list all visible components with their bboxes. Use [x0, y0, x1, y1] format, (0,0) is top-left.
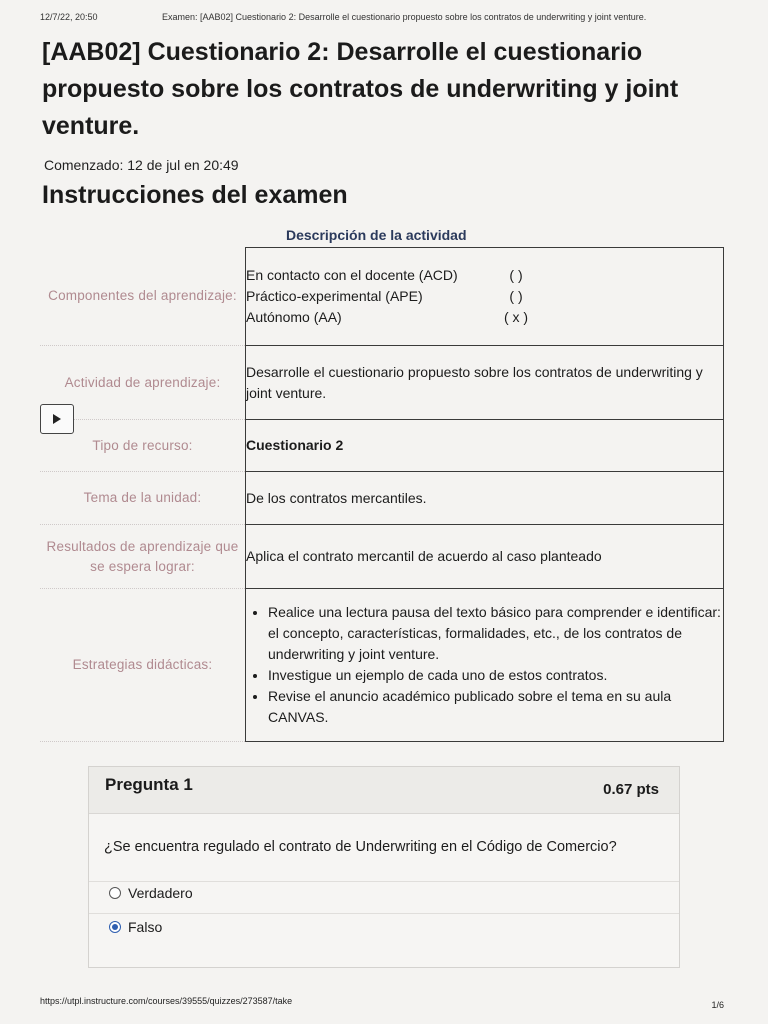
question-text: ¿Se encuentra regulado el contrato de Underwriting en el Código de Comercio?: [104, 839, 617, 855]
divider: [89, 913, 679, 914]
footer-url: https://utpl.instructure.com/courses/39555/quizzes/273587/take: [40, 996, 293, 1006]
play-button[interactable]: [40, 404, 74, 434]
radio-checked-icon[interactable]: [109, 921, 121, 933]
page-title: [AAB02] Cuestionario 2: Desarrolle el cuestionario propuesto sobre los contratos de underwriting y joint venture.: [42, 38, 679, 140]
play-icon: [52, 414, 62, 424]
activity-value: Desarrolle el cuestionario propuesto sobre los contratos de underwriting y joint venture.: [246, 346, 724, 420]
row-resource: [40, 420, 724, 472]
print-doc-title: Examen: [AAB02] Cuestionario 2: Desarrolle el cuestionario propuesto sobre los contratos de underwriting y joint venture.: [162, 12, 647, 22]
components-value: [246, 248, 724, 346]
footer-page-number: 1/6: [711, 1000, 724, 1010]
strategies-value: [246, 589, 724, 742]
option-falso[interactable]: [109, 919, 162, 935]
question-header: [89, 767, 679, 814]
component-name: Práctico-experimental (APE): [246, 288, 423, 304]
activity-table: [40, 247, 724, 742]
component-name: En contacto con el docente (ACD): [246, 267, 458, 283]
components-label: Componentes del aprendizaje:: [40, 248, 246, 346]
unit-label: Tema de la unidad:: [40, 472, 246, 525]
results-value: Aplica el contrato mercantil de acuerdo al caso planteado: [246, 525, 724, 589]
resource-value: Cuestionario 2: [246, 420, 724, 472]
started-timestamp: Comenzado: 12 de jul en 20:49: [44, 157, 239, 173]
option-label: Falso: [128, 919, 163, 935]
component-item: [246, 265, 723, 286]
option-label: Verdadero: [128, 885, 193, 901]
question-title: Pregunta 1: [105, 775, 193, 794]
component-item: [246, 286, 723, 307]
component-mark: ( ): [509, 267, 523, 283]
activity-description-heading: Descripción de la actividad: [286, 227, 467, 243]
component-name: Autónomo (AA): [246, 309, 342, 325]
results-label: Resultados de aprendizaje que se espera lograr:: [40, 525, 246, 589]
option-verdadero[interactable]: [109, 885, 193, 901]
resource-label: Tipo de recurso:: [40, 420, 246, 472]
strategy-item: • Realice una lectura pausa del texto básico para comprender e identificar: el concepto, características, formalidades, etc., de los contratos de underwriting y joint venture.: [268, 602, 723, 665]
strategy-item: • Investigue un ejemplo de cada uno de estos contratos.: [268, 665, 723, 686]
row-activity: [40, 346, 724, 420]
radio-unchecked-icon[interactable]: [109, 887, 121, 899]
question-points: 0.67 pts: [603, 781, 659, 798]
row-results: [40, 525, 724, 589]
strategies-list: [246, 602, 723, 728]
activity-label: Actividad de aprendizaje:: [40, 346, 246, 420]
instructions-heading: Instrucciones del examen: [42, 181, 348, 209]
print-date: 12/7/22, 20:50: [40, 12, 98, 22]
row-components: [40, 248, 724, 346]
component-mark: ( x ): [503, 309, 529, 325]
question-card: [88, 766, 680, 968]
unit-value: De los contratos mercantiles.: [246, 472, 724, 525]
component-item: [246, 307, 723, 328]
component-mark: ( ): [509, 288, 523, 304]
strategy-item: • Revise el anuncio académico publicado sobre el tema en su aula CANVAS.: [268, 686, 723, 728]
row-strategies: [40, 589, 724, 742]
row-unit: [40, 472, 724, 525]
strategies-label: Estrategias didácticas:: [40, 589, 246, 742]
divider: [89, 881, 679, 882]
